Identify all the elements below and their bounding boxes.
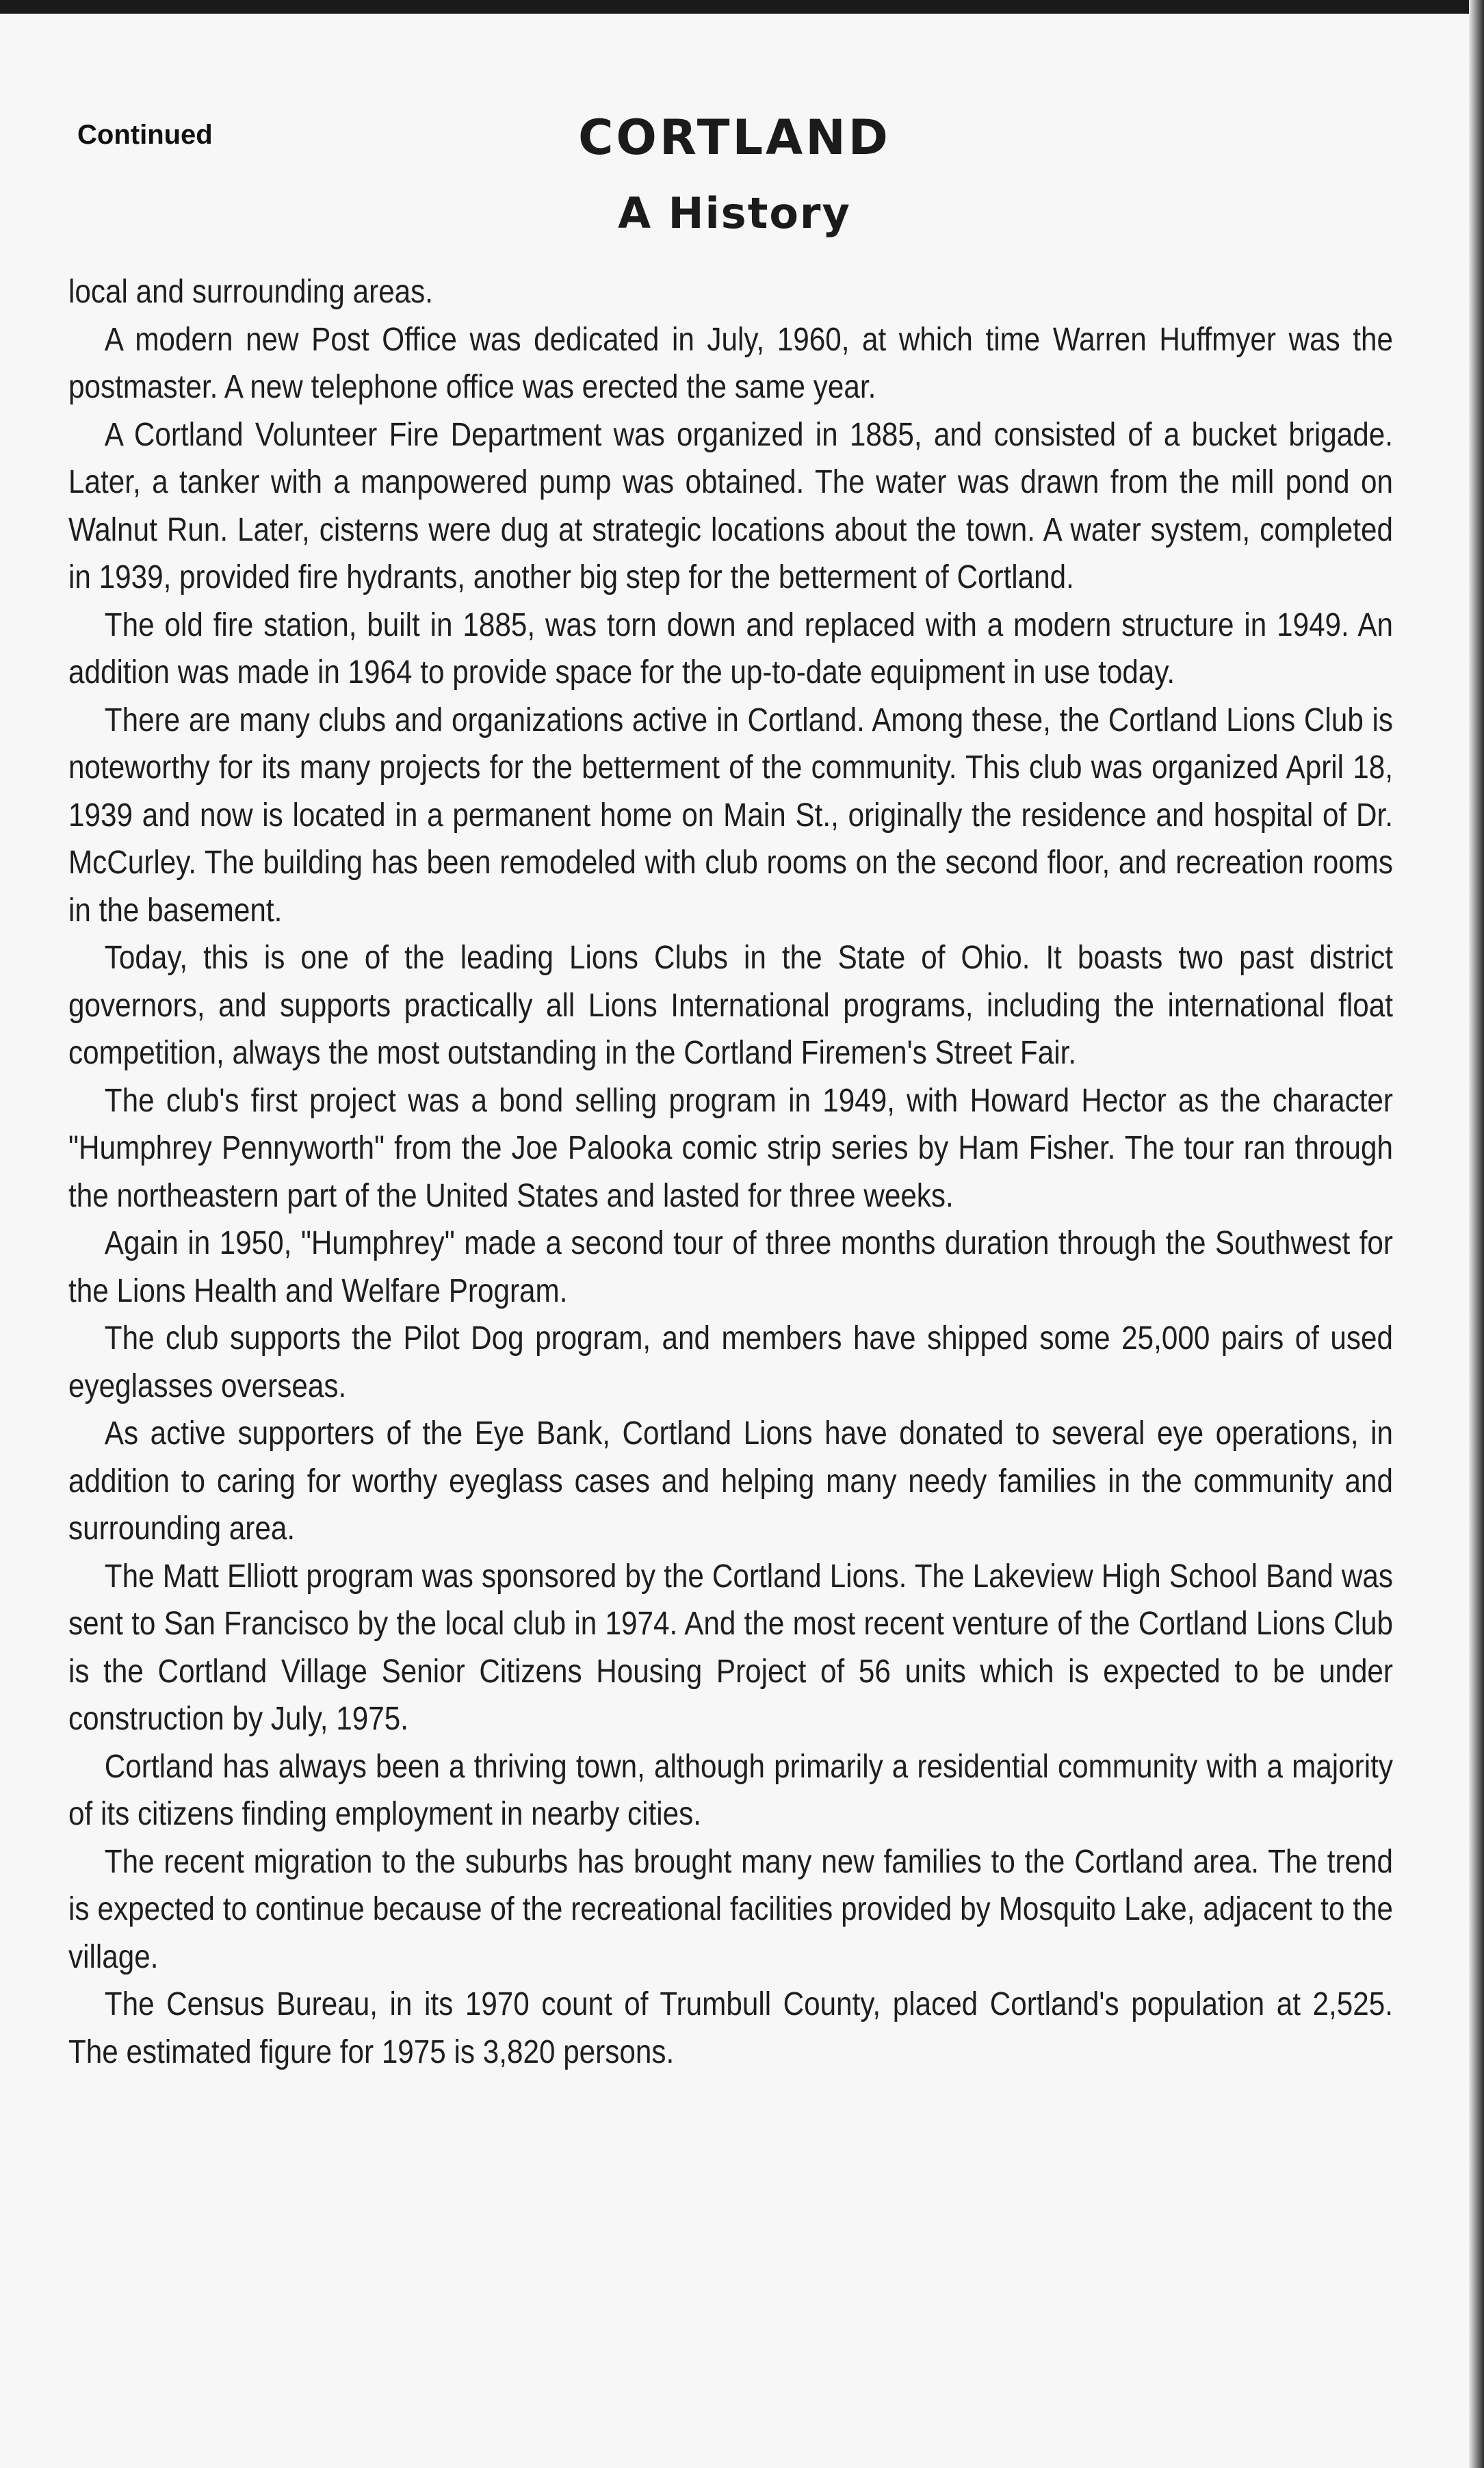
page-title: CORTLAND (578, 110, 891, 166)
paragraph: local and surrounding areas. (68, 274, 434, 310)
paragraph: Cortland has always been a thriving town, although primarily a residential community with a majority of its citizens finding employment in nearby cities. (68, 1748, 1393, 1832)
article-body (68, 268, 1393, 2076)
paragraph: The club's first project was a bond selling program in 1949, with Howard Hector as the character "Humphrey Pennyworth" from the Joe Palooka comic strip series by Ham Fisher. The tour ran through the northeastern part of the United States and lasted for three weeks. (68, 1082, 1393, 1214)
paragraph: The Matt Elliott program was sponsored by the Cortland Lions. The Lakeview High School Band was sent to San Francisco by the local club in 1974. And the most recent venture of the Cortland Lions Club is the Cortland Village Senior Citizens Housing Project of 56 units which is expected to be under construction by July, 1975. (68, 1558, 1393, 1737)
paragraph: Again in 1950, "Humphrey" made a second tour of three months duration through the Southwest for the Lions Health and Welfare Program. (68, 1225, 1393, 1309)
paragraph: A modern new Post Office was dedicated in July, 1960, at which time Warren Huffmyer was the postmaster. A new telephone office was erected the same year. (68, 321, 1393, 405)
paragraph: A Cortland Volunteer Fire Department was organized in 1885, and consisted of a bucket brigade. Later, a tanker with a manpowered pump was obtained. The water was drawn from the mill pond on Walnut Run. Later, cisterns were dug at strategic locations about the town. A water system, completed in 1939, provided fire hydrants, another big step for the betterment of Cortland. (68, 416, 1393, 595)
page-binding-edge (1469, 0, 1484, 2468)
page-subtitle: A History (618, 188, 851, 238)
paragraph: Today, this is one of the leading Lions Clubs in the State of Ohio. It boasts two past district governors, and supports practically all Lions International programs, including the international float competition, always the most outstanding in the Cortland Firemen's Street Fair. (68, 940, 1393, 1071)
paragraph: There are many clubs and organizations active in Cortland. Among these, the Cortland Lions Club is noteworthy for its many projects for the betterment of the community. This club was organized April 18, 1939 and now is located in a permanent home on Main St., originally the residence and hospital of Dr. McCurley. The building has been remodeled with club rooms on the second floor, and recreation rooms in the basement. (68, 702, 1393, 929)
continued-label: Continued (77, 120, 213, 150)
paragraph: The club supports the Pilot Dog program, and members have shipped some 25,000 pairs of used eyeglasses overseas. (68, 1320, 1393, 1404)
paragraph: As active supporters of the Eye Bank, Cortland Lions have donated to several eye operations, in addition to caring for worthy eyeglass cases and helping many needy families in the community and surrounding area. (68, 1415, 1393, 1547)
paragraph: The Census Bureau, in its 1970 count of Trumbull County, placed Cortland's population at 2,525. The estimated figure for 1975 is 3,820 persons. (68, 1986, 1393, 2070)
page-paper (0, 14, 1469, 2468)
paragraph: The old fire station, built in 1885, was torn down and replaced with a modern structure in 1949. An addition was made in 1964 to provide space for the up-to-date equipment in use today. (68, 606, 1393, 691)
paragraph: The recent migration to the suburbs has brought many new families to the Cortland area. The trend is expected to continue because of the recreational facilities provided by Mosquito Lake, adjacent to the village. (68, 1843, 1393, 1975)
page-top-edge (0, 0, 1484, 14)
